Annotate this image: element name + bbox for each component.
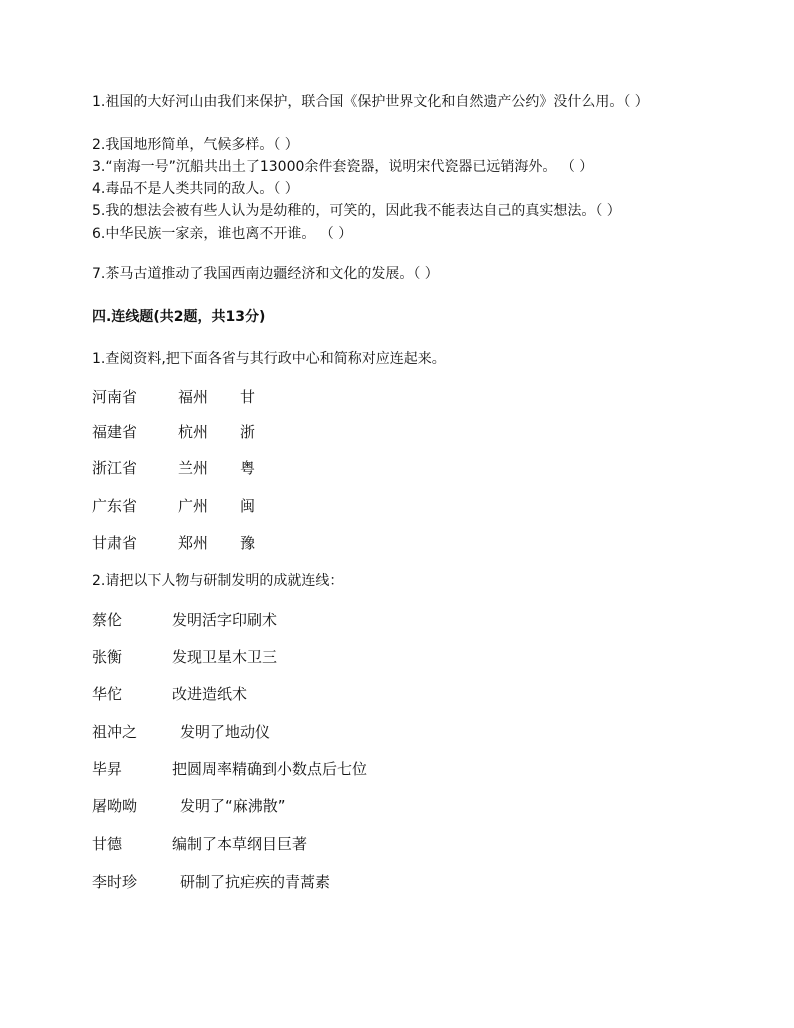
capital-name: 福州 — [178, 388, 209, 406]
section-title: 四.连线题(共2题，共13分) — [92, 309, 266, 325]
achievement: 发明了“麻沸散” — [180, 797, 286, 815]
province-abbr: 豫 — [240, 534, 256, 552]
person-name: 毕昇 — [92, 760, 123, 778]
person-name: 屠呦呦 — [92, 797, 138, 815]
question-2-prompt: 2.请把以下人物与研制发明的成就连线： — [92, 573, 344, 589]
question-1-prompt: 1.查阅资料,把下面各省与其行政中心和简称对应连起来。 — [92, 351, 446, 367]
person-name: 李时珍 — [92, 873, 138, 891]
capital-name: 兰州 — [178, 459, 209, 477]
province-abbr: 闽 — [240, 497, 256, 515]
achievement: 发明活字印刷术 — [172, 611, 278, 629]
person-name: 祖冲之 — [92, 723, 138, 741]
province-name: 河南省 — [92, 388, 138, 406]
capital-name: 杭州 — [178, 423, 209, 441]
achievement: 改进造纸术 — [172, 685, 248, 703]
province-name: 福建省 — [92, 423, 138, 441]
person-name: 华佗 — [92, 685, 123, 703]
province-abbr: 粤 — [240, 459, 256, 477]
province-abbr: 甘 — [240, 388, 256, 406]
person-name: 张衡 — [92, 648, 123, 666]
achievement: 编制了本草纲目巨著 — [172, 835, 308, 853]
person-name: 蔡伦 — [92, 611, 123, 629]
achievement: 研制了抗疟疾的青蒿素 — [180, 873, 331, 891]
statement-3: 3.“南海一号”沉船共出土了13000余件套瓷器，说明宋代瓷器已远销海外。 （ ） — [92, 159, 594, 175]
statement-4: 4.毒品不是人类共同的敌人。（ ） — [92, 181, 299, 197]
achievement: 发现卫星木卫三 — [172, 648, 278, 666]
statement-6: 6.中华民族一家亲，谁也离不开谁。 （ ） — [92, 226, 353, 242]
achievement: 发明了地动仪 — [180, 723, 271, 741]
capital-name: 广州 — [178, 497, 209, 515]
achievement: 把圆周率精确到小数点后七位 — [172, 760, 368, 778]
province-name: 广东省 — [92, 497, 138, 515]
statement-7: 7.茶马古道推动了我国西南边疆经济和文化的发展。（ ） — [92, 266, 439, 282]
statement-2: 2.我国地形简单，气候多样。（ ） — [92, 137, 299, 153]
statement-5: 5.我的想法会被有些人认为是幼稚的，可笑的，因此我不能表达自己的真实想法。（ ） — [92, 203, 621, 219]
province-name: 甘肃省 — [92, 534, 138, 552]
person-name: 甘德 — [92, 835, 123, 853]
capital-name: 郑州 — [178, 534, 209, 552]
province-name: 浙江省 — [92, 459, 138, 477]
province-abbr: 浙 — [240, 423, 256, 441]
statement-1: 1.祖国的大好河山由我们来保护，联合国《保护世界文化和自然遗产公约》没什么用。（ ） — [92, 94, 649, 110]
